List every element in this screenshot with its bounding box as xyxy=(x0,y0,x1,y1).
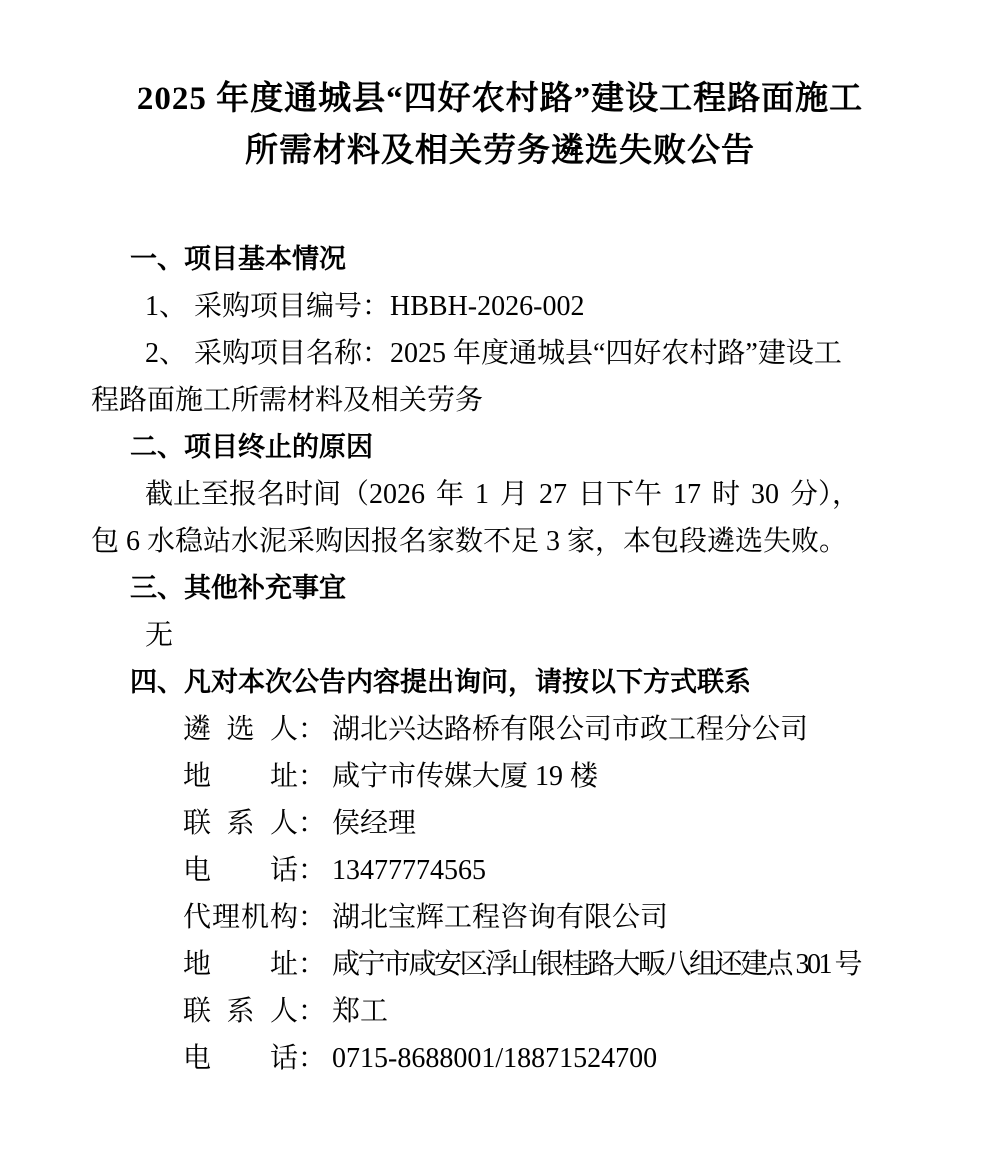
section-2-heading: 二、项目终止的原因 xyxy=(130,432,373,462)
contact-colon: ： xyxy=(298,808,327,839)
document-title xyxy=(0,73,1000,177)
contact-row-selector xyxy=(91,706,897,753)
contact-value: 湖北宝辉工程咨询有限公司 xyxy=(332,902,669,933)
contact-row-phone-2 xyxy=(91,1035,897,1082)
contact-colon: ： xyxy=(298,714,327,745)
contact-row-address-1 xyxy=(91,753,897,800)
project-number-line: 1、 采购项目编号：HBBH-2026-002 xyxy=(145,291,585,322)
contact-label: 地址 xyxy=(183,761,298,792)
contact-label: 地址 xyxy=(183,949,298,980)
contact-label: 遴选人 xyxy=(183,714,298,745)
contact-row-address-2 xyxy=(91,941,897,988)
contact-label: 代理机构 xyxy=(183,902,298,933)
contact-value: 咸宁市传媒大厦 19 楼 xyxy=(332,761,599,792)
contact-colon: ： xyxy=(298,949,327,980)
contact-colon: ： xyxy=(298,761,327,792)
contact-value: 湖北兴达路桥有限公司市政工程分公司 xyxy=(332,714,809,745)
contact-colon: ： xyxy=(298,1043,327,1074)
title-line-1: 2025 年度通城县“四好农村路”建设工程路面施工 xyxy=(136,81,864,117)
section-3-heading: 三、其他补充事宜 xyxy=(130,573,346,603)
contact-value: 侯经理 xyxy=(332,808,417,839)
contact-value: 0715-8688001/18871524700 xyxy=(332,1043,658,1074)
section-3-content: 无 xyxy=(145,620,174,651)
title-line-2: 所需材料及相关劳务遴选失败公告 xyxy=(245,133,755,169)
section-1-heading: 一、项目基本情况 xyxy=(130,244,346,274)
project-name-line-1: 2、 采购项目名称：2025 年度通城县“四好农村路”建设工 xyxy=(145,338,842,369)
document-body xyxy=(91,236,897,1082)
project-name-line-2: 程路面施工所需材料及相关劳务 xyxy=(91,385,484,416)
section-4-heading: 四、凡对本次公告内容提出询问，请按以下方式联系 xyxy=(130,667,751,697)
contact-label: 电话 xyxy=(183,1043,298,1074)
contact-colon: ： xyxy=(298,855,327,886)
contact-value: 咸宁市咸安区浮山银桂路大畈八组还建点 301 号 xyxy=(332,949,861,980)
contact-colon: ： xyxy=(298,902,327,933)
contact-row-agency xyxy=(91,894,897,941)
termination-reason-line-2: 包 6 水稳站水泥采购因报名家数不足 3 家，本包段遴选失败。 xyxy=(91,526,848,557)
contact-label: 联系人 xyxy=(183,996,298,1027)
contact-value: 13477774565 xyxy=(332,855,487,886)
contact-label: 联系人 xyxy=(183,808,298,839)
contact-row-phone-1 xyxy=(91,847,897,894)
contact-colon: ： xyxy=(298,996,327,1027)
contact-value: 郑工 xyxy=(332,996,389,1027)
contact-label: 电话 xyxy=(183,855,298,886)
contact-row-person-1 xyxy=(91,800,897,847)
termination-reason-line-1: 截止至报名时间（2026 年 1 月 27 日下午 17 时 30 分）， xyxy=(145,479,861,510)
contact-row-person-2 xyxy=(91,988,897,1035)
